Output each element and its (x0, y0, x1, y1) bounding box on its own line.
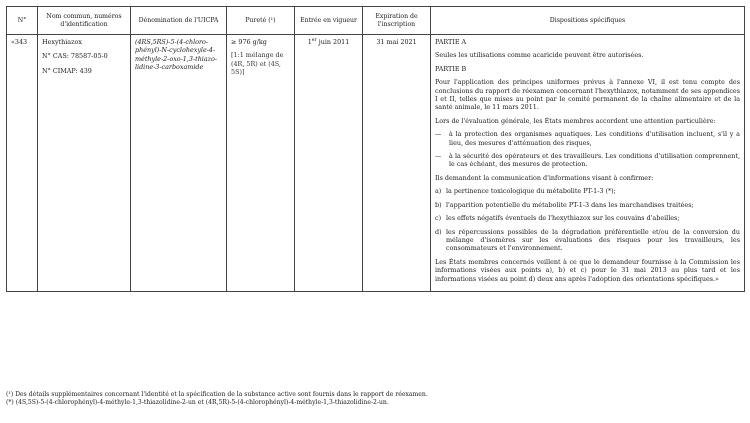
table-row (7, 35, 745, 292)
dash-item (435, 130, 740, 147)
isomer-mixture: [1:1 mélange de (4R, 5R) et (4S, 5S)] (231, 51, 284, 77)
entry-into-force-date: 1er juin 2011 (295, 35, 363, 292)
footnotes (6, 391, 744, 408)
list-item (435, 187, 740, 195)
header-common-name: Nom commun, numéros d'identification (38, 7, 131, 35)
header-iupac: Dénomination de l'UICPA (131, 7, 227, 35)
expiry-date: 31 mai 2021 (363, 35, 431, 292)
purity-cell (227, 35, 295, 292)
provision-paragraph: Ils demandent la communication d'informations visant à confirmer: (435, 173, 654, 182)
list-item-marker: d) (435, 227, 442, 236)
footnote: (¹) Des détails supplémentaires concernant l'identité et la spécification de la substance active sont fournis dans le rapport de réexamen. (6, 391, 428, 398)
row-number: «343 (7, 35, 38, 292)
list-item (435, 214, 740, 222)
list-item-text: l'apparition potentielle du métabolite PT-1-3 dans les marchandises traitées; (446, 200, 694, 209)
provision-paragraph: Lors de l'évaluation générale, les États membres accordent une attention particulière: (435, 116, 716, 125)
header-number: N° (7, 7, 38, 35)
dash-item-text: à la sécurité des opérateurs et des travailleurs. Les conditions d'utilisation comprennent, le cas échéant, des mesures de protection. (449, 152, 740, 169)
list-item (435, 228, 740, 253)
part-b-title: PARTIE B (435, 64, 467, 73)
common-name-cell (38, 35, 131, 292)
dash-marker: — (435, 152, 442, 161)
list-item-marker: b) (435, 200, 442, 209)
list-item (435, 201, 740, 209)
header-purity: Pureté (¹) (227, 7, 295, 35)
substance-name: Hexythiazox (42, 38, 82, 46)
footnote: (*) (4S,5S)-5-(4-chlorophényl)-4-méthyle-1,3-thiazolidine-2-un et (4R,5R)-5-(4-chlorophényl)-4-méthyle-1,3-thiazolidine-2-un. (6, 399, 389, 407)
header-expiry: Expiration de l'inscription (363, 7, 431, 35)
list-item-marker: a) (435, 187, 442, 196)
provision-paragraph: Les États membres concernés veillent à ce que le demandeur fournisse à la Commission les informations visées aux points a), b) et c) pour le 31 mai 2013 au plus tard et les informations visées au point d) deux ans après l'adoption des orientations spécifiques.» (435, 257, 740, 283)
header-row (7, 7, 745, 35)
list-item-text: les effets négatifs éventuels de l'hexythiazox sur les couvains d'abeilles; (446, 214, 680, 223)
dash-item (435, 152, 740, 169)
provision-paragraph: Pour l'application des principes uniformes prévus à l'annexe VI, il est tenu compte des conclusions du rapport de réexamen concernant l'hexythiazox, notamment de ses appendices I et II, telles que mises au point par le comité permanent de la chaîne alimentaire et de la santé animale, le 11 mars 2011. (435, 78, 740, 112)
list-item-text: les répercussions possibles de la dégradation préférentielle et/ou de la conversion du mélange d'isomères sur les évaluations des risques pour les travailleurs, les consommateurs et l'environnement. (446, 227, 740, 253)
list-item-marker: c) (435, 214, 442, 223)
dash-marker: — (435, 130, 442, 139)
iupac-name: (4RS,5RS)-5-(4-chlorophényl)-N-cyclohexyle-4-méthyle-2-oxo-1,3-thiazolidine-3-carboxamide (131, 35, 227, 292)
cas-number: N° CAS: 78587-05-0 (42, 52, 108, 61)
header-entry-into-force: Entrée en vigueur (295, 7, 363, 35)
list-item-text: la pertinence toxicologique du métabolite PT-1-3 (*); (446, 187, 616, 196)
purity-value: ≥ 976 g/kg (231, 38, 267, 46)
header-specific-provisions: Dispositions spécifiques (431, 7, 745, 35)
cimap-number: N° CIMAP: 439 (42, 66, 92, 75)
part-a-title: PARTIE A (435, 38, 467, 46)
specific-provisions-cell (431, 35, 745, 292)
part-a-text: Seules les utilisations comme acaricide peuvent être autorisées. (435, 51, 644, 60)
dash-item-text: à la protection des organismes aquatiques. Les conditions d'utilisation incluent, s'il y a lieu, des mesures d'atténuation des risques, (449, 130, 740, 147)
substance-table (6, 6, 745, 292)
